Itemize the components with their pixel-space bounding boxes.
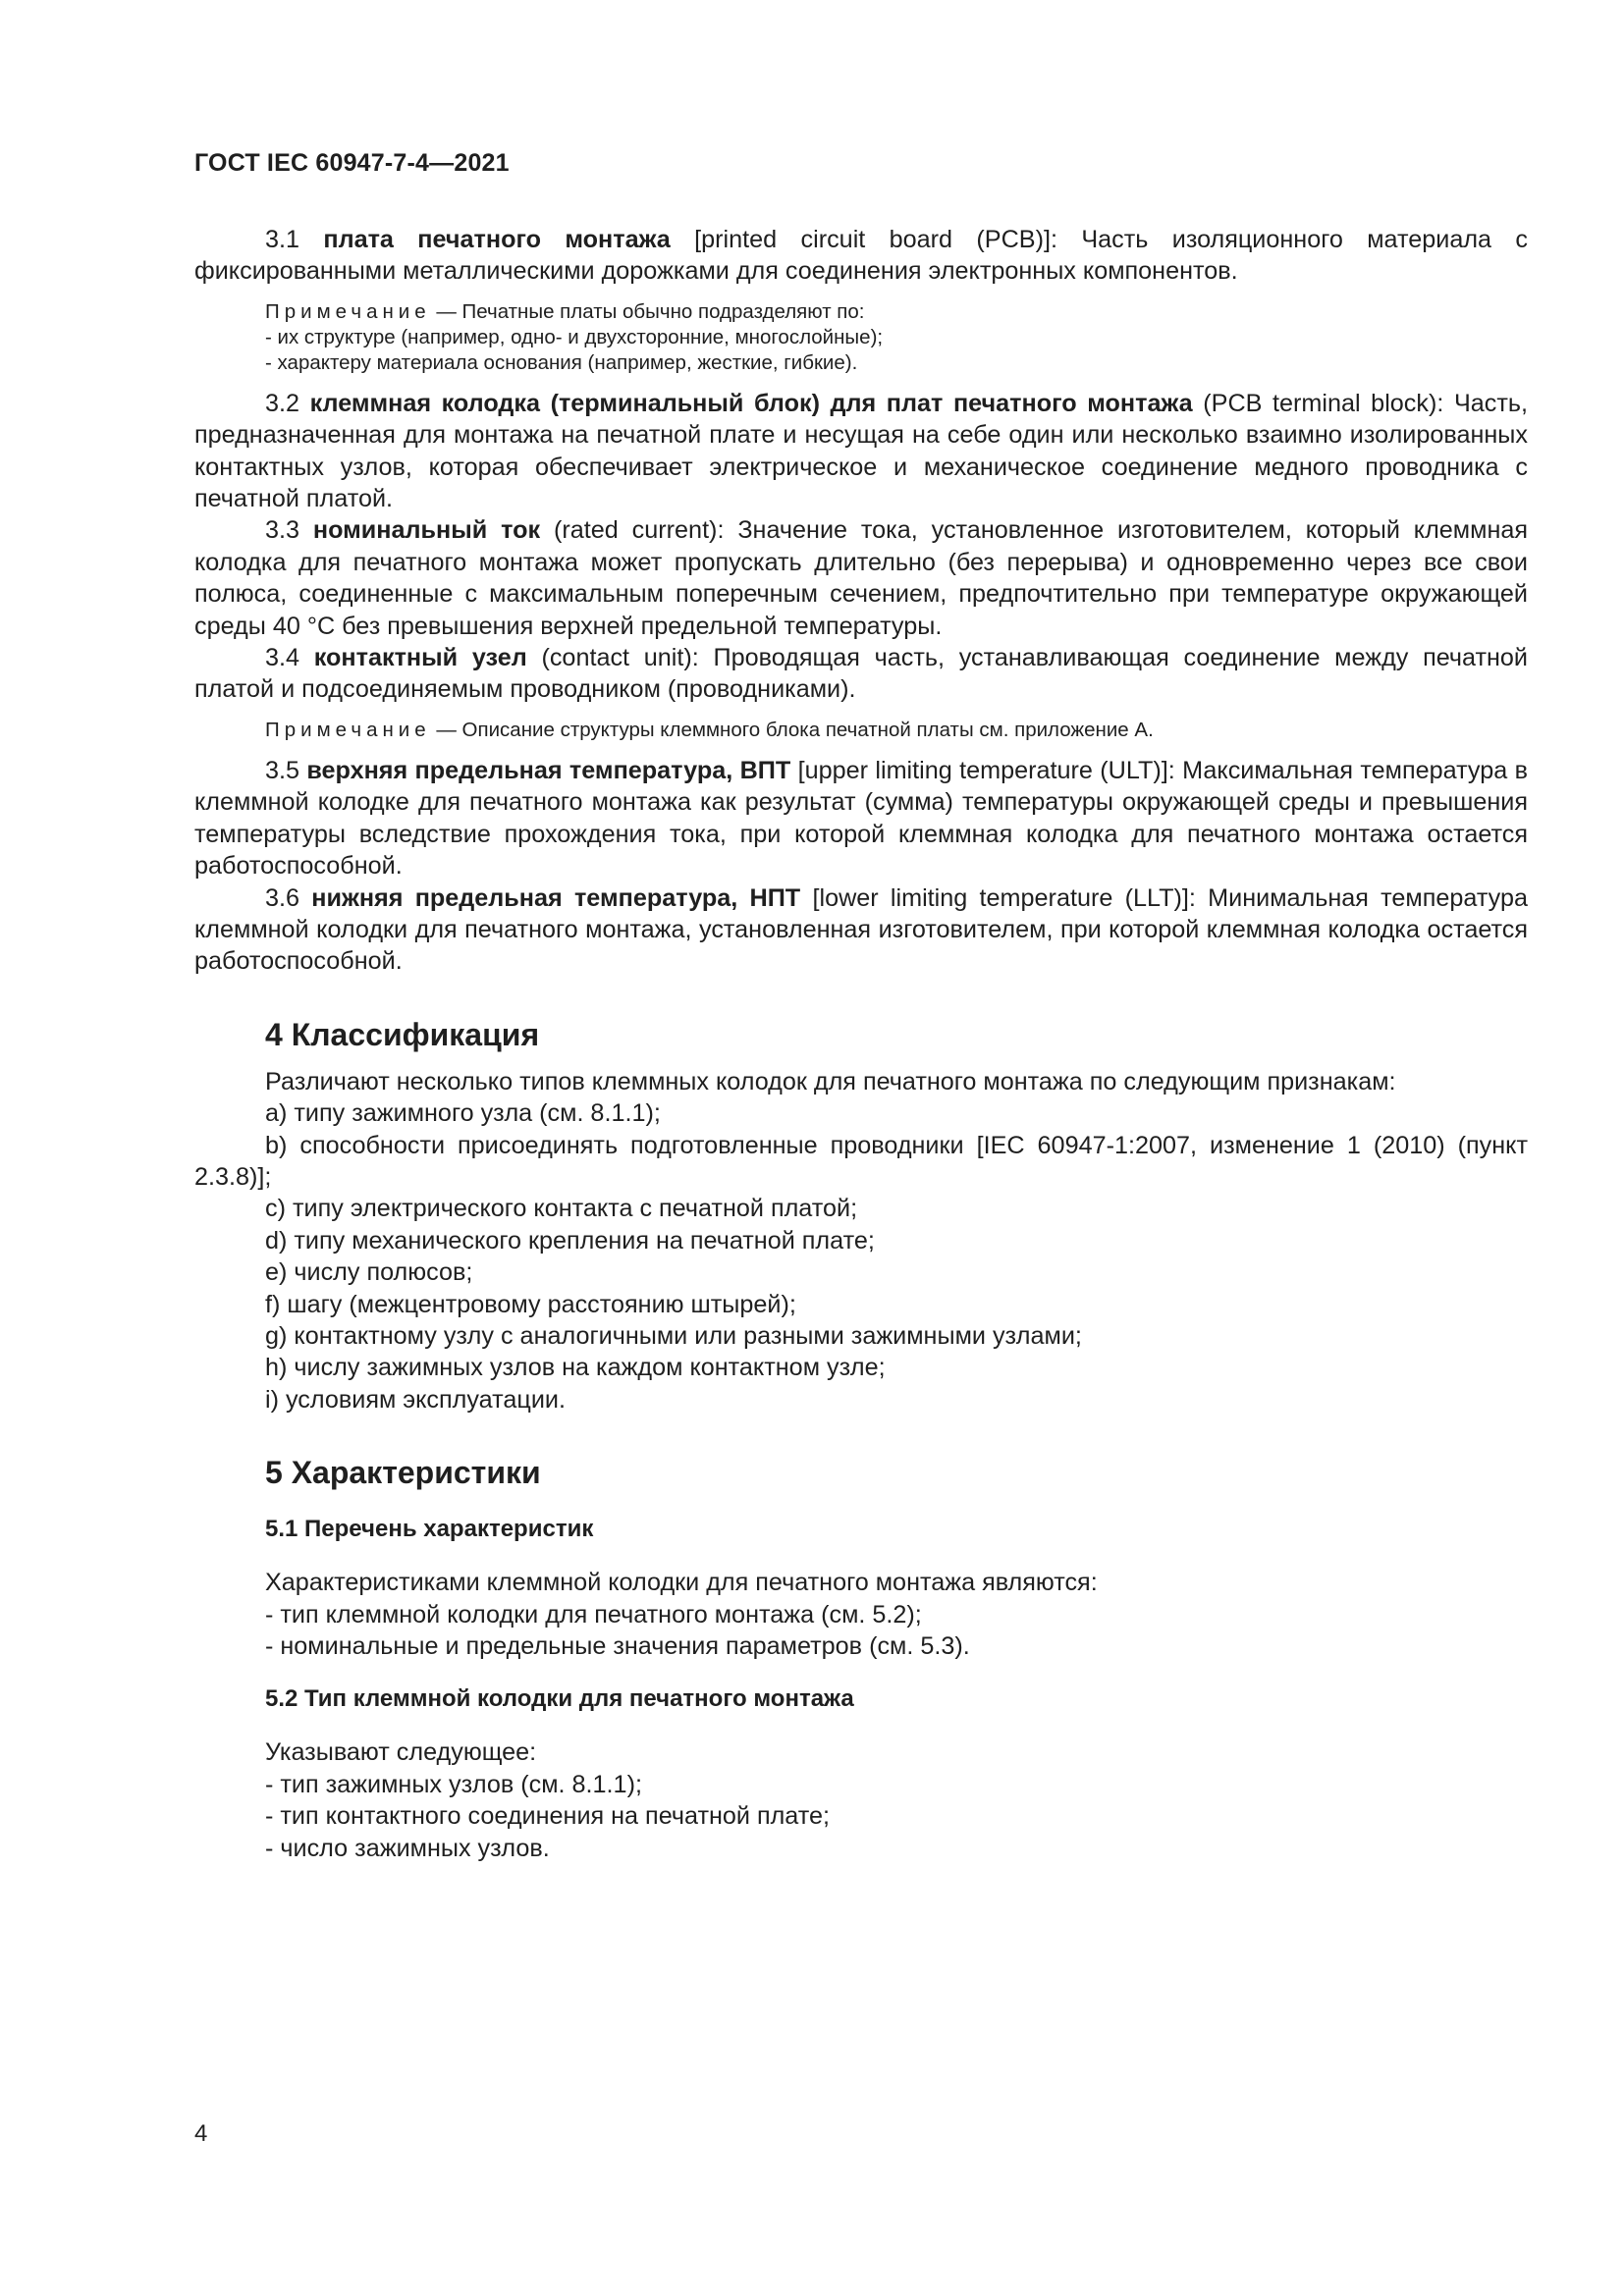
term-title: контактный узел (313, 644, 527, 672)
term-3-5 (194, 755, 1528, 882)
term-title: плата печатного монтажа (323, 226, 671, 253)
subsection-5-2-heading: 5.2 Тип клеммной колодки для печатного монтажа (265, 1685, 854, 1713)
list-item: g) контактному узлу с аналогичными или разными зажимными узлами; (265, 1321, 1082, 1350)
term-number: 3.3 (265, 516, 300, 545)
note-text: — Описание структуры клеммного блока печатной платы см. приложение А. (436, 718, 1154, 741)
term-definition: [upper limiting temperature (ULT)]: Максимальная температура в клеммной колодке для печатного монтажа как результат (сумма) температуры окружающей среды и превышения температуры вследствие прохождения тока, при которой клеммная колодка для печатного монтажа остается работоспособной. (194, 756, 1528, 881)
term-3-3 (194, 514, 1528, 642)
list-item: - тип зажимных узлов (см. 8.1.1); (265, 1770, 642, 1798)
list-item: f) шагу (межцентровому расстоянию штырей); (265, 1290, 796, 1318)
term-3-4 (194, 642, 1528, 706)
page-content (194, 224, 1528, 1864)
term-definition: (contact unit): Проводящая часть, устанавливающая соединение между печатной платой и подсоединяемым проводником (проводниками). (194, 644, 1528, 704)
term-3-1 (194, 224, 1528, 288)
term-number: 3.2 (265, 389, 300, 417)
note-3-1 (194, 299, 1528, 325)
list-item: - номинальные и предельные значения параметров (см. 5.3). (265, 1632, 970, 1660)
list-item: - число зажимных узлов. (265, 1834, 550, 1862)
term-definition: [lower limiting temperature (LLT)]: Минимальная температура клеммной колодки для печатного монтажа, установленная изготовителем, при которой клеммная колодка остается работоспособной. (194, 883, 1528, 976)
term-number: 3.1 (265, 226, 300, 253)
note-text: — Печатные платы обычно подразделяют по: (436, 299, 865, 323)
list-item: a) типу зажимного узла (см. 8.1.1); (265, 1099, 661, 1128)
note-label: Примечание (265, 718, 431, 741)
list-item: - тип контактного соединения на печатной плате; (265, 1802, 831, 1831)
list-item: e) числу полюсов; (265, 1258, 473, 1287)
list-item: i) условиям эксплуатации. (265, 1385, 566, 1414)
term-number: 3.4 (265, 644, 300, 672)
subsection-5-1-intro: Характеристиками клеммной колодки для печатного монтажа являются: (265, 1569, 1098, 1597)
document-code: ГОСТ IEC 60947-7-4—2021 (194, 149, 510, 177)
term-3-2 (194, 388, 1528, 515)
list-item: h) числу зажимных узлов на каждом контактном узле; (265, 1354, 886, 1382)
list-item: - тип клеммной колодки для печатного монтажа (см. 5.2); (265, 1600, 922, 1629)
term-title: номинальный ток (312, 516, 541, 545)
section-4-heading: 4 Классификация (265, 1016, 540, 1052)
subsection-5-1-heading: 5.1 Перечень характеристик (265, 1516, 594, 1543)
section-4-intro: Различают несколько типов клеммных колодок для печатного монтажа по следующим признакам: (265, 1067, 1396, 1095)
term-definition: [printed circuit board (PCB)]: Часть изоляционного материала с фиксированными металлическими дорожками для соединения электронных компонентов. (194, 226, 1528, 286)
term-title: нижняя предельная температура, НПТ (311, 883, 801, 912)
term-definition: (PCB terminal block): Часть, предназначенная для монтажа на печатной плате и несущая на себе один или несколько взаимно изолированных контактных узлов, которая обеспечивает электрическое и механическое соединение медного проводника с печатной платой. (194, 389, 1528, 513)
term-number: 3.5 (265, 756, 300, 784)
term-definition: (rated current): Значение тока, установленное изготовителем, который клеммная колодка для печатного монтажа может пропускать длительно (без перерыва) и одновременно через все свои полюса, соединенные с максимальным поперечным сечением, предпочтительно при температуре окружающей среды 40 °С без превышения верхней предельной температуры. (194, 516, 1528, 640)
term-title: верхняя предельная температура, ВПТ (306, 756, 791, 784)
term-title: клеммная колодка (терминальный блок) для плат печатного монтажа (309, 389, 1193, 417)
subsection-5-2-intro: Указывают следующее: (265, 1738, 537, 1767)
note-item: - их структуре (например, одно- и двухсторонние, многослойные); (265, 325, 884, 348)
note-item: - характеру материала основания (например, жесткие, гибкие). (265, 350, 858, 374)
section-5-heading: 5 Характеристики (265, 1455, 541, 1491)
list-item: b) способности присоединять подготовленные проводники [IEC 60947-1:2007, изменение 1 (2010) (пункт 2.3.8)]; (194, 1131, 1528, 1191)
term-3-6 (194, 882, 1528, 978)
note-3-4 (194, 718, 1528, 743)
list-item: d) типу механического крепления на печатной плате; (265, 1226, 875, 1255)
list-item: c) типу электрического контакта с печатной платой; (265, 1195, 858, 1223)
note-label: Примечание (265, 299, 431, 323)
term-number: 3.6 (265, 883, 300, 912)
page-number: 4 (194, 2120, 208, 2147)
